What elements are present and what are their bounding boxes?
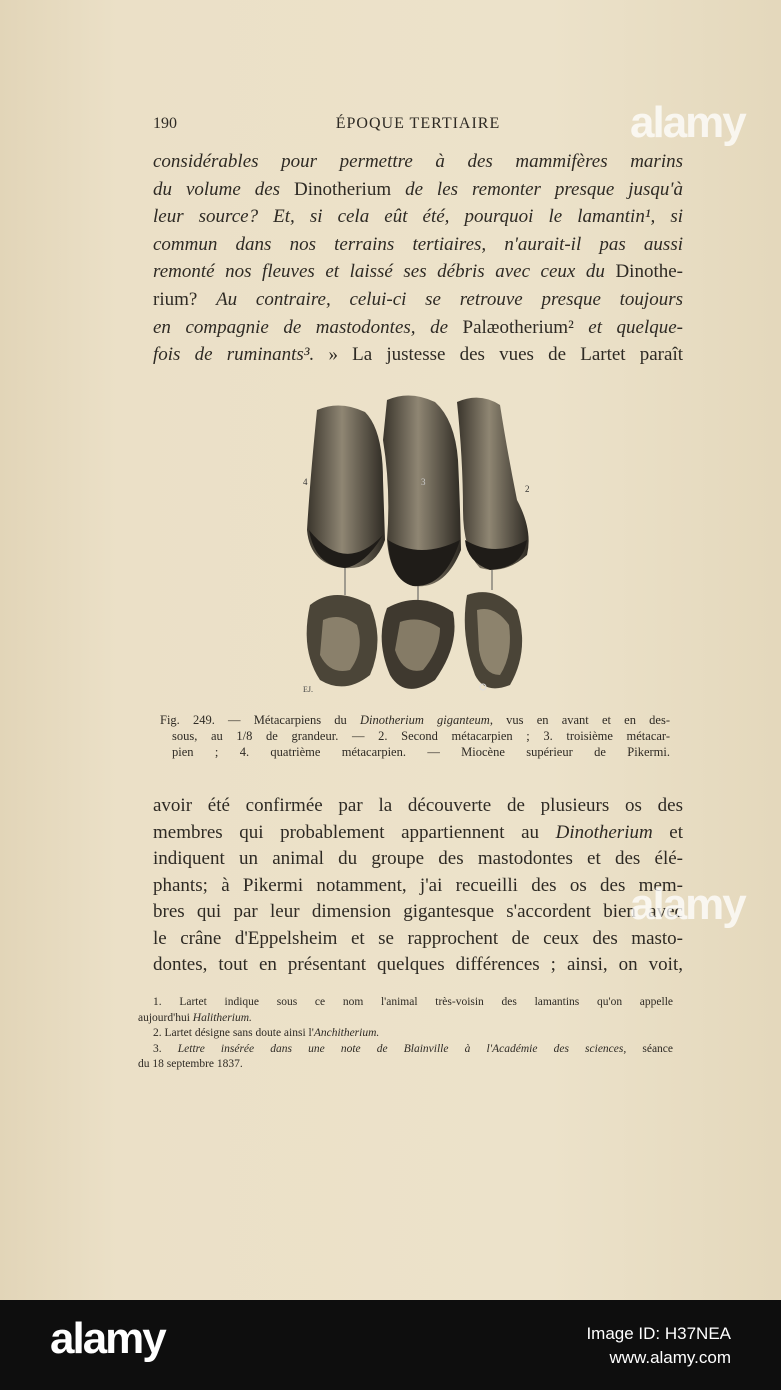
bone-2-below: [465, 592, 522, 690]
text-line: [153, 176, 683, 204]
text-segment: Halitherium.: [192, 1011, 252, 1024]
text-line: [153, 899, 683, 926]
text-segment: Dinothe-: [615, 261, 683, 283]
text-segment: du volume des: [153, 178, 295, 200]
bone-4-front: [307, 405, 385, 568]
text-segment: dontes, tout en présentant quelques différences ; ainsi, on voit,: [153, 954, 683, 975]
text-segment: membres qui probablement appartiennent au: [153, 821, 556, 843]
text-line: [160, 728, 670, 744]
site-url: www.alamy.com: [609, 1348, 731, 1367]
text-segment: 1. Lartet indique sous ce nom l'animal très-voisin des lamantins qu'on appelle: [153, 996, 673, 1008]
text-line: [153, 846, 683, 873]
text-segment: bres qui par leur dimension gigantesque s'accordent bien avec: [153, 901, 683, 922]
text-segment: rium?: [153, 288, 217, 310]
text-line: [153, 873, 683, 900]
figure-label-2: 2: [525, 484, 530, 494]
text-segment: 2. Lartet désigne sans doute ainsi l': [153, 1027, 314, 1039]
text-segment: considérables pour permettre à des mammifères marins: [153, 151, 683, 172]
bone-3-below: [382, 600, 455, 689]
text-segment: remonté nos fleuves et laissé ses débris avec ceux du: [153, 261, 616, 283]
text-segment: , vus en avant et en des-: [489, 713, 670, 727]
bone-4-below: [307, 595, 378, 686]
text-segment: Anchitherium.: [313, 1027, 380, 1039]
text-line: [153, 203, 683, 231]
text-segment: phants; à Pikermi notamment, j'ai recueilli des os des mem-: [153, 874, 683, 896]
text-segment: pien ; 4. quatrième métacarpien. — Miocène supérieur de Pikermi.: [172, 745, 670, 759]
text-line: [138, 995, 673, 1011]
running-header: [153, 115, 683, 137]
text-segment: Dinotherium: [294, 178, 406, 200]
bone-2-front: [457, 398, 529, 570]
text-segment: Dinotherium giganteum: [359, 713, 490, 727]
text-segment: en compagnie de mastodontes, de: [153, 316, 463, 338]
watermark-alamy: alamy: [630, 880, 745, 929]
text-segment: » La justesse des vues de Lartet paraît: [328, 344, 684, 366]
text-line: [138, 1026, 673, 1042]
text-segment: commun dans nos terrains tertiaires, n'aurait-il pas aussi: [153, 233, 683, 255]
alamy-logo: alamy: [50, 1314, 165, 1363]
text-segment: Palæotherium²: [462, 316, 589, 338]
page-number: 190: [153, 115, 177, 132]
figure-metacarpals: [295, 390, 545, 700]
text-line: [138, 1057, 673, 1073]
text-line: [153, 258, 683, 286]
text-line: [153, 231, 683, 259]
text-line: [153, 793, 683, 820]
figure-label-4: 4: [303, 477, 308, 487]
text-line: [153, 926, 683, 953]
text-line: [160, 712, 670, 728]
text-segment: séance: [626, 1042, 674, 1055]
text-line: [153, 314, 683, 342]
engraver-signature: EJ.: [303, 685, 313, 694]
text-segment: indiquent un animal du groupe des mastodontes et des élé-: [153, 848, 683, 869]
image-info: [586, 1322, 731, 1370]
text-line: [153, 820, 683, 847]
text-segment: aujourd'hui: [138, 1011, 193, 1024]
text-segment: de les remonter presque jusqu'à: [405, 178, 683, 200]
image-id: Image ID: H37NEA: [586, 1324, 731, 1343]
stock-footer: [0, 1300, 781, 1390]
text-segment: Au contraire, celui-ci se retrouve presque toujours: [216, 288, 683, 310]
text-segment: et quelque-: [588, 316, 684, 338]
body-text-bottom: [153, 793, 683, 979]
footnotes: [138, 995, 673, 1073]
text-segment: leur source? Et, si cela eût été, pourquoi le lamantin¹, si: [153, 206, 683, 228]
watermark-alamy: alamy: [630, 98, 745, 147]
text-segment: avoir été confirmée par la découverte de plusieurs os des: [153, 795, 683, 816]
text-segment: 3.: [153, 1042, 178, 1055]
text-segment: et: [669, 821, 683, 843]
text-segment: Dinotherium: [555, 821, 670, 843]
text-segment: sous, au 1/8 de grandeur. — 2. Second métacarpien ; 3. troisième métacar-: [172, 729, 670, 743]
bone-3-front: [383, 395, 461, 586]
text-line: [160, 744, 670, 760]
text-line: [138, 1042, 673, 1058]
text-segment: fois de ruminants³.: [153, 344, 329, 366]
text-line: [153, 341, 683, 369]
figure-label-3: 3: [421, 477, 426, 487]
text-line: [138, 1011, 673, 1027]
figure-caption: [160, 712, 670, 760]
text-line: [153, 952, 683, 979]
body-text-top: [153, 148, 683, 369]
text-line: [153, 286, 683, 314]
text-line: [153, 148, 683, 176]
text-segment: le crâne d'Eppelsheim et se rapprochent de ceux des masto-: [153, 927, 683, 949]
running-title: ÉPOQUE TERTIAIRE: [335, 115, 501, 132]
text-segment: Fig. 249. — Métacarpiens du: [160, 713, 360, 727]
text-segment: du 18 septembre 1837.: [138, 1058, 243, 1070]
text-segment: Lettre insérée dans une note de Blainville à l'Académie des sciences,: [177, 1042, 627, 1055]
